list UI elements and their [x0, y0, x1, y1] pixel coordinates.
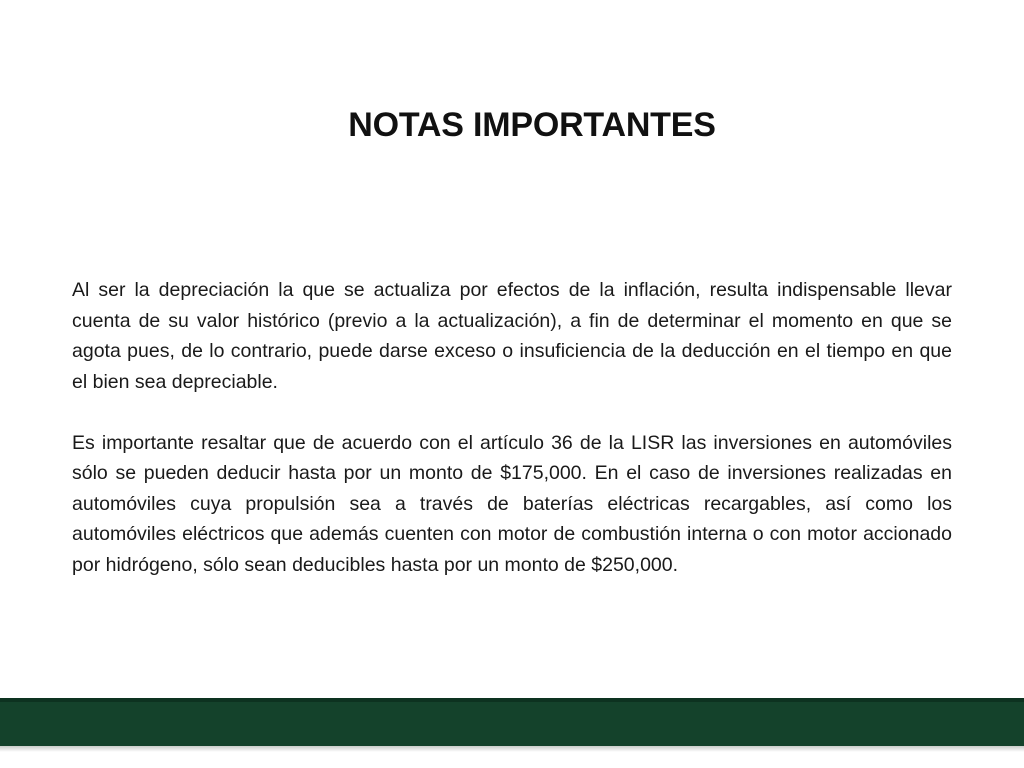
paragraph-automobiles: Es importante resaltar que de acuerdo con el artículo 36 de la LISR las inversiones en automóviles sólo se pueden deducir hasta por un monto de $175,000. En el caso de inversiones realizadas en automóviles cuya propulsión sea a través de baterías eléctricas recargables, así como los automóviles eléctricos que además cuenten con motor de combustión interna o con motor accionado por hidrógeno, sólo sean deducibles hasta por un monto de $250,000.: [72, 431, 952, 576]
slide-body: [72, 275, 952, 580]
paragraph-depreciation: Al ser la depreciación la que se actualiza por efectos de la inflación, resulta indispensable llevar cuenta de su valor histórico (previo a la actualización), a fin de determinar el momento en que se agota pues, de lo contrario, puede darse exceso o insuficiencia de la deducción en el tiempo en que el bien sea depreciable.: [72, 279, 952, 393]
footer-band: [0, 698, 1024, 746]
slide-title: NOTAS IMPORTANTES: [348, 106, 716, 144]
footer-shadow: [0, 746, 1024, 752]
